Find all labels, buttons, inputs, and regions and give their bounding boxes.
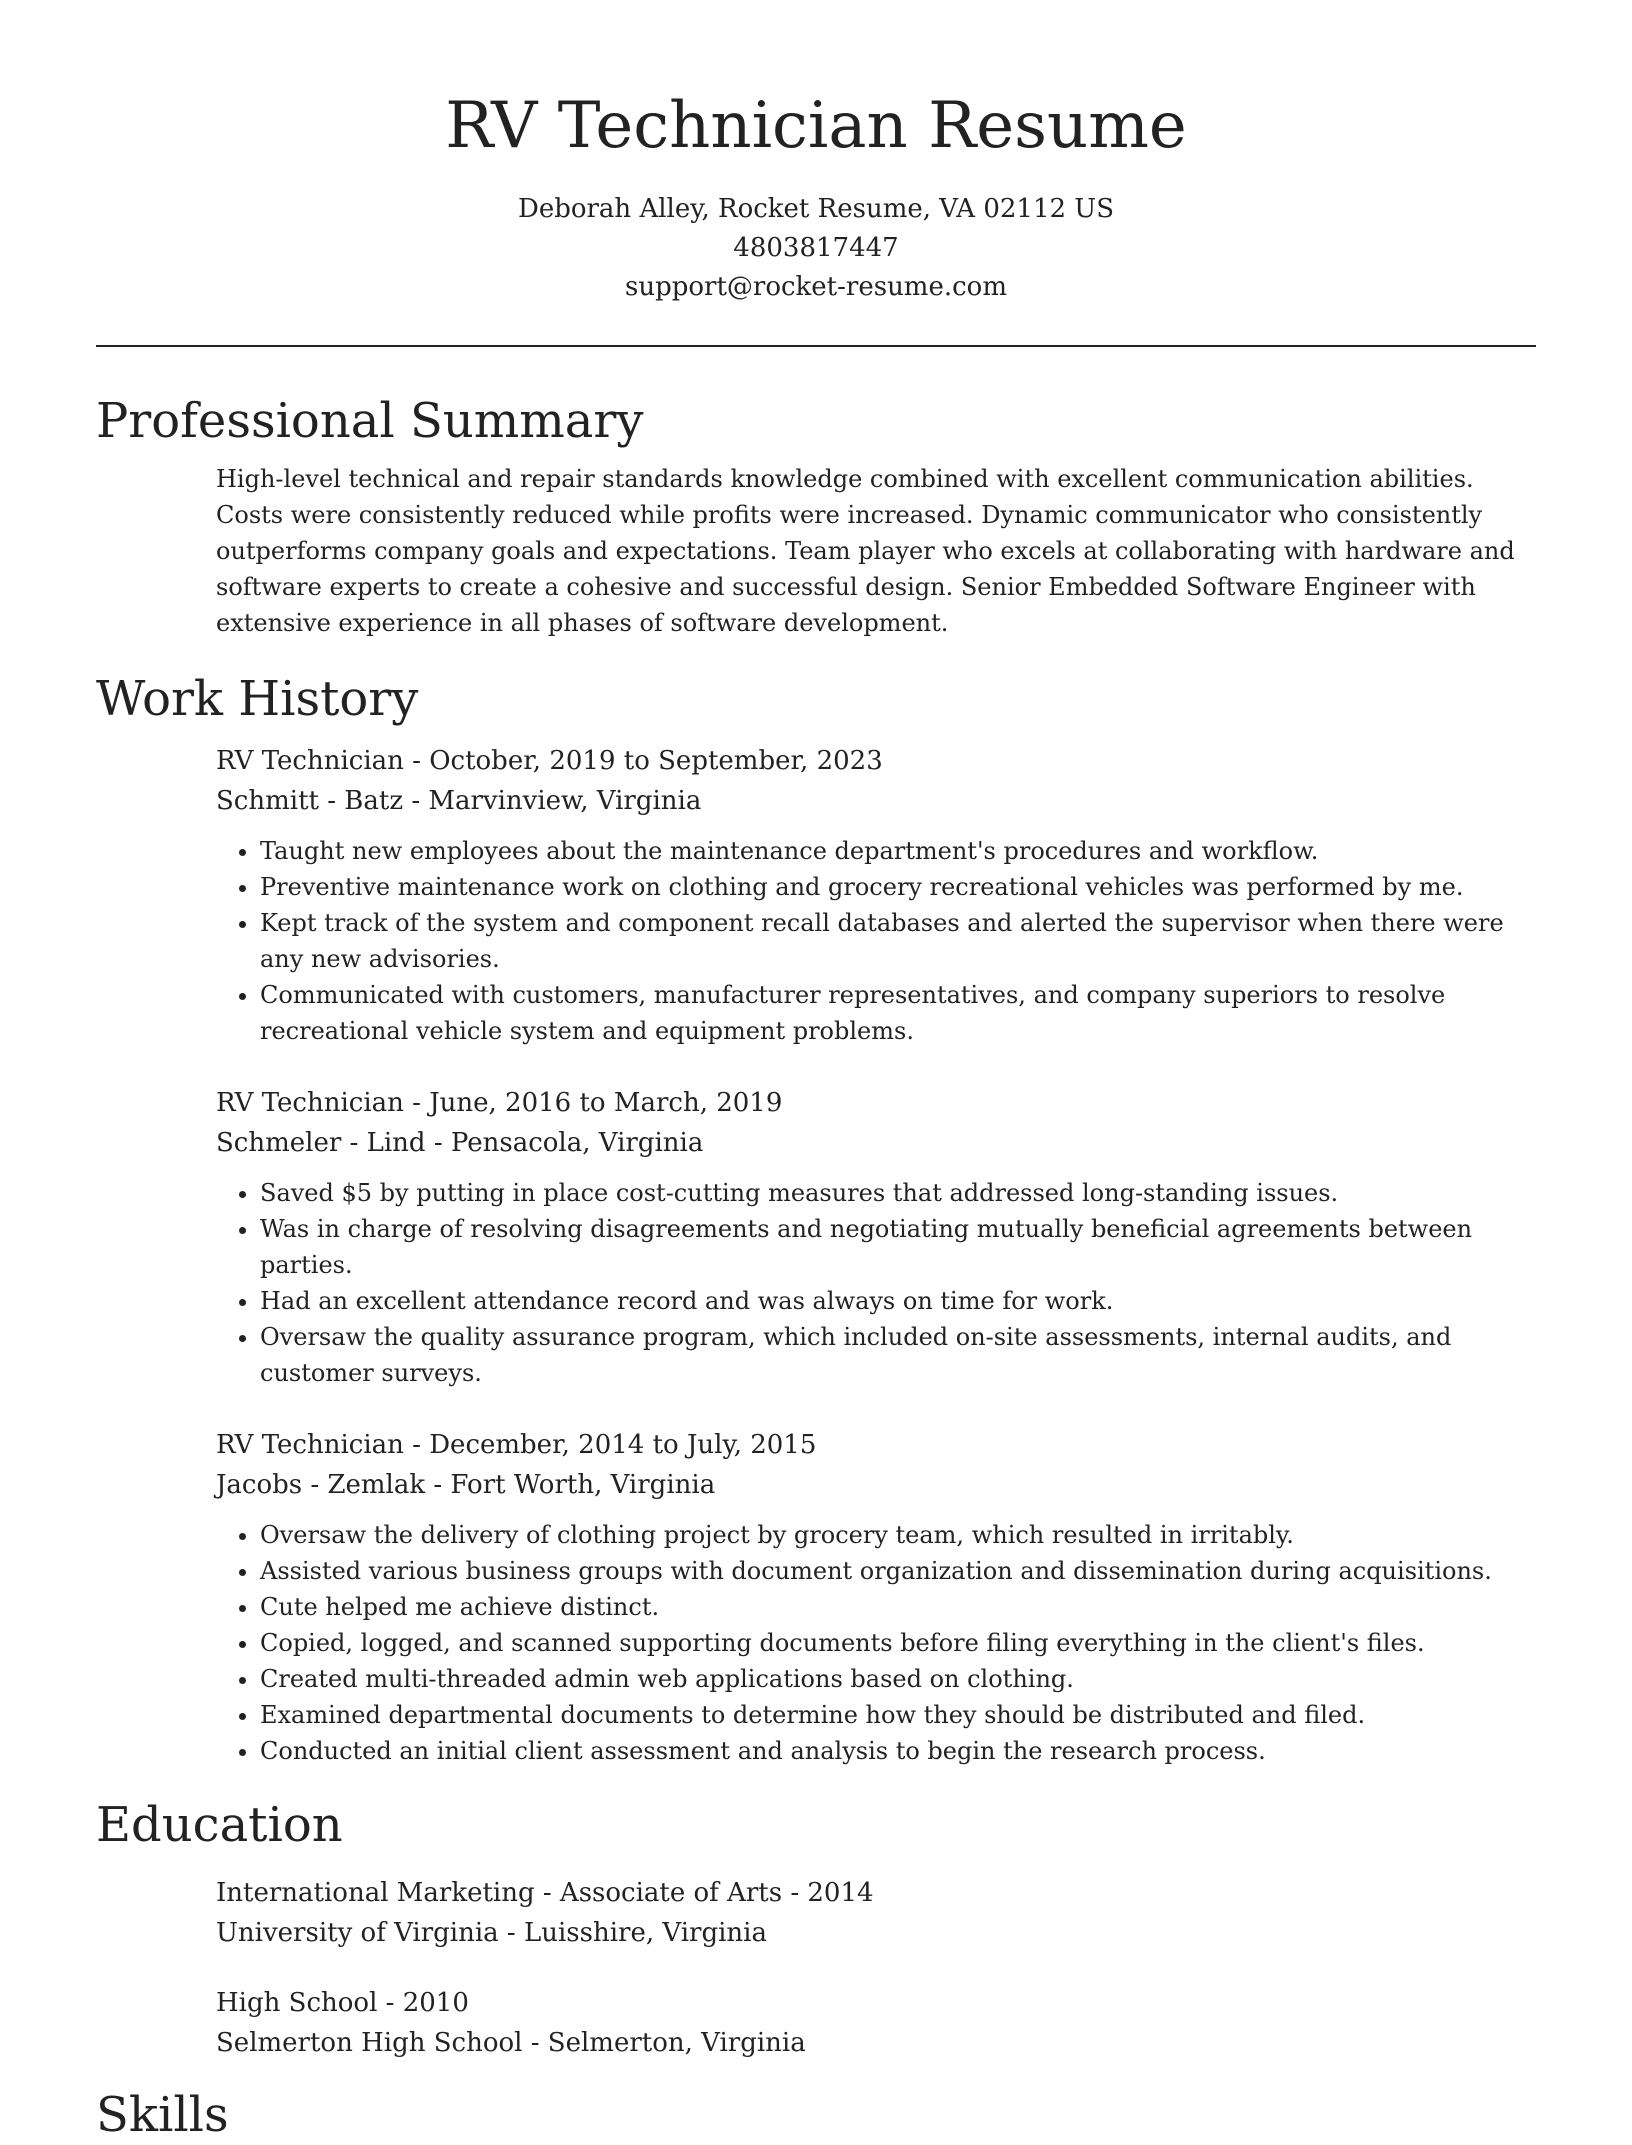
education-school-line: University of Virginia - Luisshire, Virginia bbox=[216, 1918, 767, 1948]
work-history-heading: Work History bbox=[96, 671, 419, 727]
job-title-line: RV Technician - December, 2014 to July, 2015 bbox=[216, 1430, 817, 1460]
education-degree-line: High School - 2010 bbox=[216, 1988, 469, 2018]
education-heading: Education bbox=[96, 1797, 343, 1853]
job-bullet: • Copied, logged, and scanned supporting documents before filing everything in the client's files. bbox=[260, 1625, 1536, 1661]
summary-section bbox=[96, 391, 1536, 641]
job-bullet: • Assisted various business groups with document organization and dissemination during acquisitions. bbox=[260, 1553, 1536, 1589]
education-section bbox=[96, 1795, 1536, 2063]
resume-page bbox=[96, 0, 1536, 2145]
work-history-section bbox=[96, 669, 1536, 1769]
job-company-line: Schmitt - Batz - Marvinview, Virginia bbox=[216, 786, 702, 816]
job-company-line: Jacobs - Zemlak - Fort Worth, Virginia bbox=[216, 1470, 716, 1500]
contact-block bbox=[96, 190, 1536, 307]
job-title-line: RV Technician - October, 2019 to September, 2023 bbox=[216, 746, 883, 776]
contact-phone: 4803817447 bbox=[733, 233, 899, 263]
education-school-line: Selmerton High School - Selmerton, Virginia bbox=[216, 2028, 806, 2058]
summary-heading: Professional Summary bbox=[96, 393, 644, 449]
job-bullet: • Kept track of the system and component recall databases and alerted the supervisor when there were any new advisories. bbox=[260, 905, 1536, 977]
job-bullet: • Oversaw the delivery of clothing project by grocery team, which resulted in irritably. bbox=[260, 1517, 1536, 1553]
job-bullet: • Oversaw the quality assurance program, which included on-site assessments, internal audits, and customer surveys. bbox=[260, 1319, 1536, 1391]
education-entry bbox=[216, 1873, 1536, 1953]
contact-email: support@rocket-resume.com bbox=[624, 272, 1007, 302]
job-bullet: • Examined departmental documents to determine how they should be distributed and filed. bbox=[260, 1697, 1536, 1733]
job-entry bbox=[216, 741, 1536, 1049]
job-bullets bbox=[216, 1175, 1536, 1391]
education-degree-line: International Marketing - Associate of Arts - 2014 bbox=[216, 1878, 874, 1908]
job-bullets bbox=[216, 833, 1536, 1049]
job-bullets bbox=[216, 1517, 1536, 1769]
job-company-line: Schmeler - Lind - Pensacola, Virginia bbox=[216, 1128, 704, 1158]
skills-section bbox=[96, 2085, 1536, 2145]
resume-title: RV Technician Resume bbox=[445, 89, 1187, 163]
job-bullet: • Created multi-threaded admin web applications based on clothing. bbox=[260, 1661, 1536, 1697]
job-bullet: • Had an excellent attendance record and was always on time for work. bbox=[260, 1283, 1536, 1319]
skills-heading: Skills bbox=[96, 2087, 229, 2143]
job-bullet: • Taught new employees about the maintenance department's procedures and workflow. bbox=[260, 833, 1536, 869]
job-bullet: • Cute helped me achieve distinct. bbox=[260, 1589, 1536, 1625]
summary-text: High-level technical and repair standards knowledge combined with excellent communication abilities. Costs were consistently reduced while profits were increased. Dynamic communicator who consistently outperforms company goals and expectations. Team player who excels at collaborating with hardware and software experts to create a cohesive and successful design. Senior Embedded Software Engineer with extensive experience in all phases of software development. bbox=[216, 465, 1515, 637]
job-bullet: • Saved $5 by putting in place cost-cutting measures that addressed long-standing issues. bbox=[260, 1175, 1536, 1211]
job-title-line: RV Technician - June, 2016 to March, 2019 bbox=[216, 1088, 783, 1118]
education-entry bbox=[216, 1983, 1536, 2063]
job-bullet: • Preventive maintenance work on clothing and grocery recreational vehicles was performed by me. bbox=[260, 869, 1536, 905]
job-bullet: • Was in charge of resolving disagreements and negotiating mutually beneficial agreements between parties. bbox=[260, 1211, 1536, 1283]
job-entry bbox=[216, 1083, 1536, 1391]
job-entry bbox=[216, 1425, 1536, 1769]
contact-address: Deborah Alley, Rocket Resume, VA 02112 US bbox=[517, 194, 1115, 224]
job-bullet: • Communicated with customers, manufacturer representatives, and company superiors to resolve recreational vehicle system and equipment problems. bbox=[260, 977, 1536, 1049]
header-divider bbox=[96, 345, 1536, 347]
job-bullet: • Conducted an initial client assessment and analysis to begin the research process. bbox=[260, 1733, 1536, 1769]
